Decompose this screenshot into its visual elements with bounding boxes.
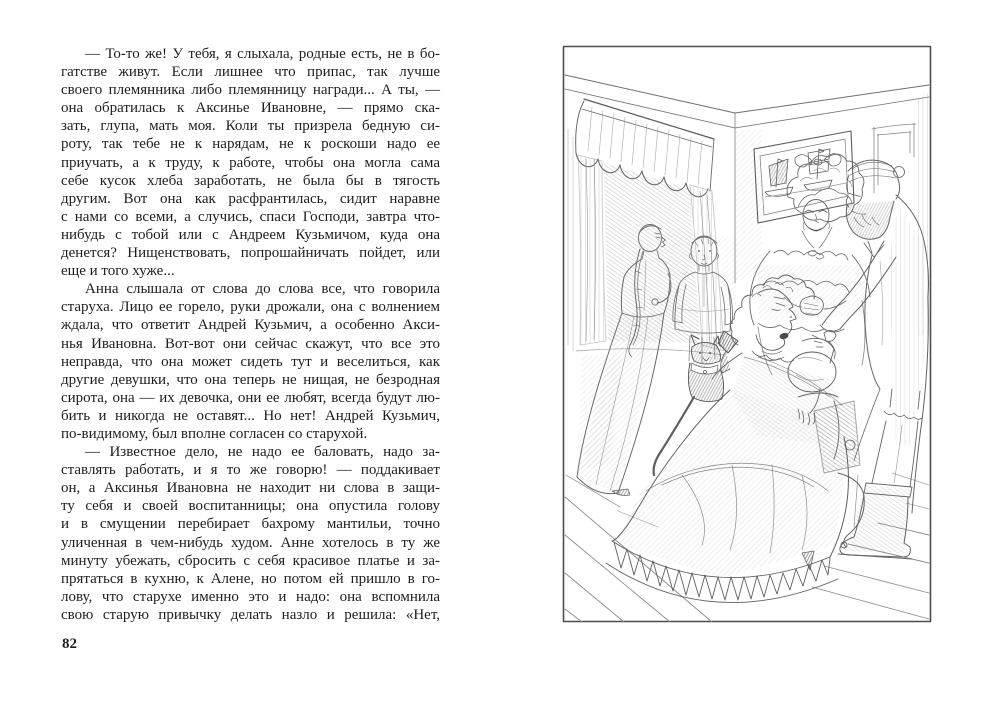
text-line: нья Ивановна. Вот-вот они сейчас скажут, что все это [61,335,440,352]
text-line: ту себя и своей воспитанницы; она опустила голову [61,498,440,515]
text-line: с нами со всеми, а случись, спаси Господи, завтра что- [61,208,440,225]
text-line: другим. Вот она как расфрантилась, сидит наравне [61,190,441,207]
text-line: сирота, она — их девочка, они ее любят, всегда будут лю- [61,389,441,406]
text-line: старуха. Лицо ее горело, руки дрожали, она с волнением [61,299,441,316]
text-line: он, а Аксинья Ивановна не находит ни слова в защи- [61,480,441,497]
text-line: еще и того хуже... [61,263,175,280]
text-line: — Известное дело, не надо ее баловать, надо за- [85,444,440,461]
text-line: минуту убежать, сбросить с себя красивое платье и за- [61,552,440,569]
text-line: она обратилась к Аксинье Ивановне, — прямо ска- [61,100,441,117]
text-line: себе кусок хлеба заработать, не была бы в тягость [61,172,441,189]
text-line: своего племянника либо племянницу награди... А ты, — [61,82,441,99]
illustration [562,45,932,623]
text-line: зать, глупа, мать моя. Коли ты призрела бедную си- [61,118,440,135]
text-line: приучать, а к труду, к работе, чтобы она могла сама [61,154,440,171]
text-line: ставлять работать, и я то же говорю! — поддакивает [61,462,440,479]
text-line: по-видимому, был вполне согласен со старухой. [61,425,368,442]
text-line: бить и никогда не оставят... Но нет! Андрей Кузьмич, [61,407,440,424]
illustration-svg [562,45,932,623]
text-line: свою старую привычку делать назло и решила: «Нет, [61,606,441,623]
text-line: денется? Нищенствовать, попрошайничать пойдет, или [61,245,440,262]
text-line: Анна слышала от слова до слова все, что говорила [85,281,441,298]
page-text [61,45,440,624]
text-line: нибудь с тобой или с Андреем Кузьмичом, куда она [61,226,441,243]
text-line: гатстве живут. Если лишнее что припас, так лучше [61,64,441,81]
text-line: и в смущении перебирает бахрому мантильи, точно [61,516,440,533]
text-line: роту, так тебе не к нарядам, не к роскоши надо ее [61,136,441,153]
text-line: уличенная в чем-нибудь худом. Анне хотелось в ту же [61,534,441,551]
text-line: другие девушки, что она теперь не нищая, не безродная [61,371,440,388]
text-line: прятаться в кухню, к Алене, но потом ей пришло в го- [61,570,440,587]
page-number: 82 [62,636,77,652]
text-line: неправда, что она может сидеть тут и веселиться, как [61,353,440,370]
text-line: — То-то же! У тебя, я слыхала, родные есть, не в бо- [85,46,441,62]
text-line: ждала, что ответит Андрей Кузьмич, а особенно Акси- [61,317,440,334]
text-line: лову, что старухе именно это и надо: она вспомнила [61,588,441,605]
